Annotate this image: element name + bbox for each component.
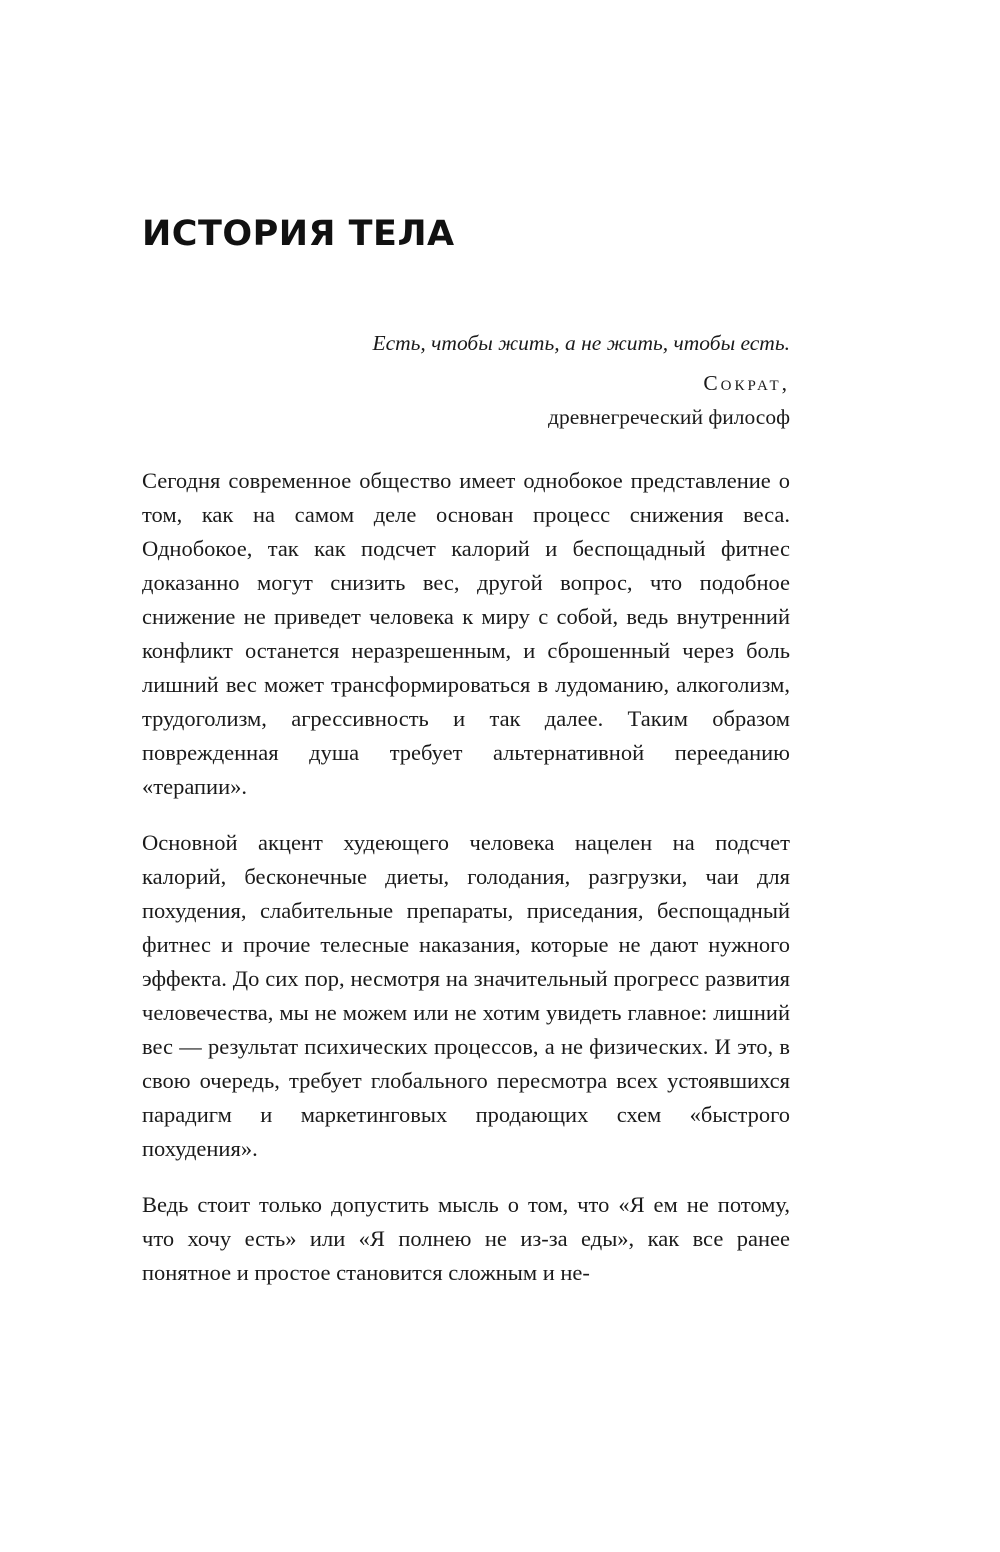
chapter-title: ИСТОРИЯ ТЕЛА <box>142 214 455 254</box>
epigraph <box>270 326 790 434</box>
epigraph-author: Сократ, <box>703 371 790 395</box>
paragraph-1: Сегодня современное общество имеет однобокое представление о том, как на самом деле основан процесс снижения веса. Однобокое, так как подсчет калорий и беспощадный фитнес доказанно могут снизить вес, другой вопрос, что подобное снижение не приведет человека к миру с собой, ведь внутренний конфликт останется неразрешенным, и сброшенный через боль лишний вес может трансформироваться в лудоманию, алкоголизм, трудоголизм, агрессивность и так далее. Таким образом поврежденная душа требует альтернативной перееданию «терапии». <box>142 468 790 799</box>
paragraph-3: Ведь стоит только допустить мысль о том, что «Я ем не потому, что хочу есть» или «Я полнею не из-за еды», как все ранее понятное и простое становится сложным и не- <box>142 1192 790 1285</box>
epigraph-author-role: древнегреческий философ <box>548 405 790 429</box>
paragraph-2: Основной акцент худеющего человека нацелен на подсчет калорий, бесконечные диеты, голодания, разгрузки, чаи для похудения, слабительные препараты, приседания, беспощадный фитнес и прочие телесные наказания, которые не дают нужного эффекта. До сих пор, несмотря на значительный прогресс развития человечества, мы не можем или не хотим увидеть главное: лишний вес — результат психических процессов, а не физических. И это, в свою очередь, требует глобального пересмотра всех устоявшихся парадигм и маркетинговых продающих схем «быстрого похудения». <box>142 830 790 1161</box>
epigraph-quote: Есть, чтобы жить, а не жить, чтобы есть. <box>372 331 790 355</box>
body-text <box>142 464 790 1312</box>
